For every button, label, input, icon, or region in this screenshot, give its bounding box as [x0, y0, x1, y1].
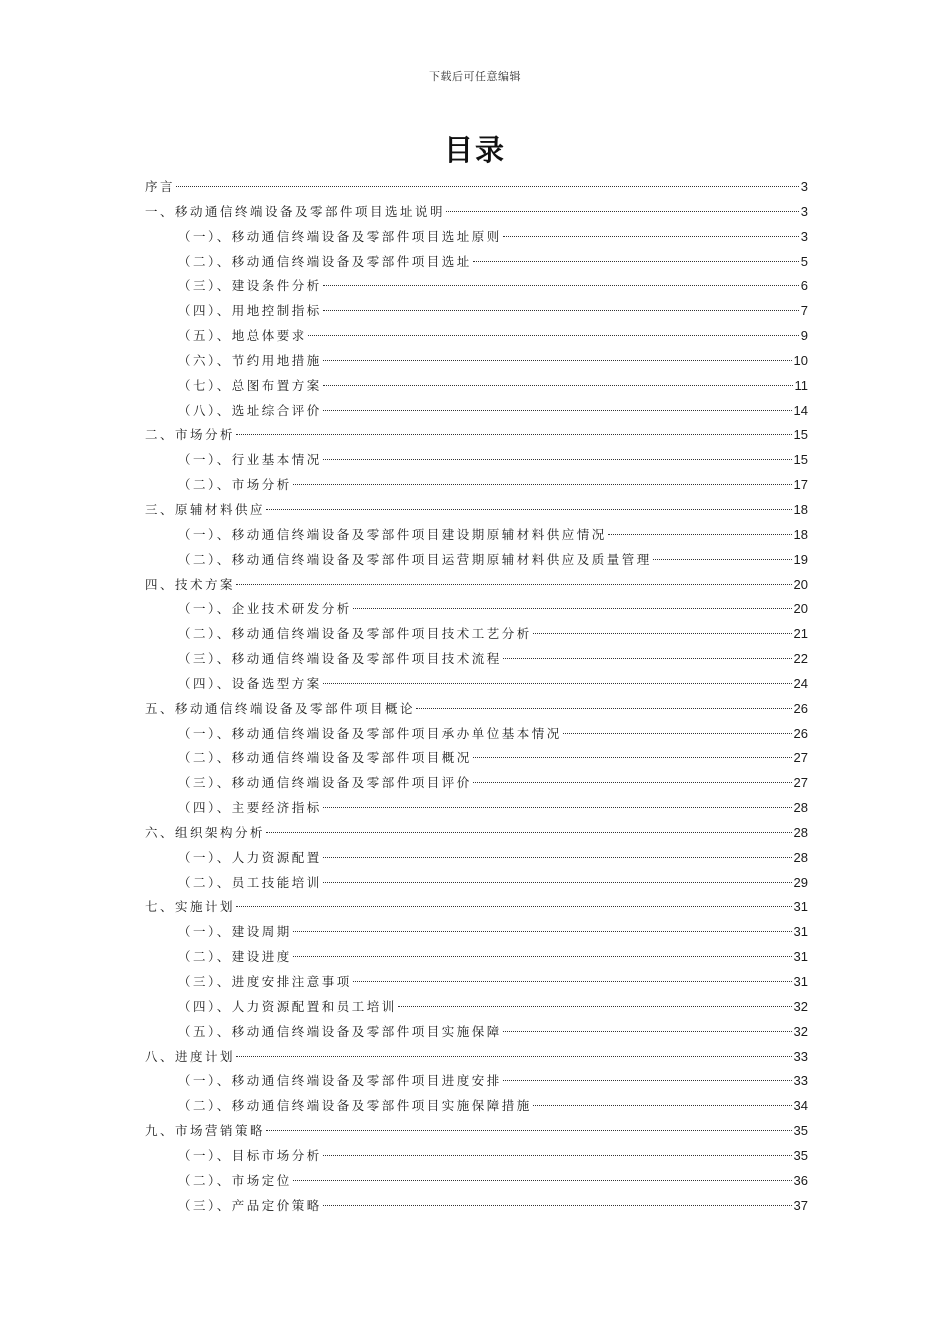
- toc-entry-label: 二、市场分析: [145, 427, 236, 443]
- toc-section-link[interactable]: [145, 722, 808, 747]
- toc-page-number: 27: [793, 775, 808, 791]
- toc-dot-leader: [473, 757, 792, 758]
- toc-section-link[interactable]: [145, 771, 808, 796]
- toc-page-number: 7: [800, 303, 808, 319]
- toc-dot-leader: [446, 211, 799, 212]
- toc-page-number: 37: [793, 1197, 808, 1213]
- toc-dot-leader: [236, 906, 792, 907]
- toc-section-link[interactable]: [145, 399, 808, 424]
- toc-entry-label: （一）、行业基本情况: [178, 452, 322, 468]
- toc-section-link[interactable]: [145, 473, 808, 498]
- toc-dot-leader: [266, 509, 792, 510]
- toc-page-number: 31: [793, 949, 808, 965]
- toc-entry-label: 一、移动通信终端设备及零部件项目选址说明: [145, 203, 446, 219]
- toc-entry-label: （三）、进度安排注意事项: [178, 974, 352, 989]
- toc-dot-leader: [236, 1056, 792, 1057]
- toc-section-link[interactable]: [145, 1169, 808, 1194]
- toc-page-number: 32: [793, 1023, 808, 1039]
- toc-section-link[interactable]: [145, 523, 808, 548]
- toc-dot-leader: [323, 1155, 792, 1156]
- toc-entry-label: 五、移动通信终端设备及零部件项目概论: [145, 700, 416, 716]
- toc-entry-label: （四）、用地控制指标: [178, 303, 322, 319]
- toc-dot-leader: [323, 310, 799, 311]
- toc-section-link[interactable]: [145, 1144, 808, 1169]
- toc-dot-leader: [503, 658, 792, 659]
- toc-dot-leader: [293, 1180, 792, 1181]
- toc-dot-leader: [563, 733, 792, 734]
- toc-dot-leader: [473, 261, 799, 262]
- toc-entry-label: 序言: [145, 179, 176, 194]
- toc-page-number: 10: [793, 352, 808, 368]
- toc-dot-leader: [533, 633, 792, 634]
- toc-page-number: 15: [793, 452, 808, 468]
- toc-entry-label: （二）、市场定位: [178, 1172, 292, 1188]
- toc-page-number: 6: [800, 278, 808, 294]
- toc-dot-leader: [503, 1031, 792, 1032]
- toc-dot-leader: [323, 285, 799, 286]
- toc-chapter-link[interactable]: [145, 498, 808, 523]
- toc-chapter-link[interactable]: [145, 200, 808, 225]
- toc-chapter-link[interactable]: [145, 895, 808, 920]
- toc-entry-label: （二）、移动通信终端设备及零部件项目实施保障措施: [178, 1098, 532, 1114]
- table-of-contents: [145, 175, 808, 1218]
- toc-dot-leader: [398, 1006, 792, 1007]
- toc-entry-label: （三）、移动通信终端设备及零部件项目技术流程: [178, 651, 502, 667]
- toc-page-number: 18: [793, 501, 808, 517]
- toc-dot-leader: [353, 981, 792, 982]
- toc-dot-leader: [293, 956, 792, 957]
- toc-entry-label: （二）、建设进度: [178, 949, 292, 965]
- toc-chapter-link[interactable]: [145, 697, 808, 722]
- toc-title: 目录: [443, 133, 506, 167]
- toc-entry-label: （五）、移动通信终端设备及零部件项目实施保障: [178, 1023, 502, 1039]
- toc-dot-leader: [353, 608, 792, 609]
- toc-page-number: 34: [793, 1098, 808, 1114]
- toc-page-number: 18: [793, 526, 808, 542]
- toc-section-link[interactable]: [145, 945, 808, 970]
- toc-page-number: 5: [800, 253, 808, 269]
- toc-section-link[interactable]: [145, 324, 808, 349]
- toc-page-number: 31: [793, 974, 808, 989]
- toc-dot-leader: [503, 236, 799, 237]
- toc-entry-label: （五）、地总体要求: [178, 328, 307, 344]
- toc-chapter-link[interactable]: [145, 423, 808, 448]
- toc-chapter-link[interactable]: [145, 175, 808, 200]
- toc-page-number: 3: [800, 228, 808, 244]
- toc-entry-label: （六）、节约用地措施: [178, 352, 322, 368]
- toc-page-number: 3: [800, 179, 808, 194]
- toc-dot-leader: [323, 360, 792, 361]
- toc-entry-label: （三）、移动通信终端设备及零部件项目评价: [178, 775, 472, 791]
- toc-page-number: 31: [793, 899, 808, 915]
- toc-section-link[interactable]: [145, 1069, 808, 1094]
- toc-entry-label: 六、组织架构分析: [145, 824, 266, 840]
- toc-section-link[interactable]: [145, 672, 808, 697]
- toc-entry-label: （一）、移动通信终端设备及零部件项目进度安排: [178, 1073, 502, 1089]
- toc-section-link[interactable]: [145, 995, 808, 1020]
- toc-section-link[interactable]: [145, 846, 808, 871]
- toc-page-number: 20: [793, 576, 808, 592]
- toc-section-link[interactable]: [145, 970, 808, 995]
- toc-entry-label: （一）、移动通信终端设备及零部件项目选址原则: [178, 228, 502, 244]
- toc-chapter-link[interactable]: [145, 1045, 808, 1070]
- toc-page-number: 14: [793, 402, 808, 418]
- toc-dot-leader: [176, 186, 799, 187]
- toc-section-link[interactable]: [145, 374, 808, 399]
- toc-section-link[interactable]: [145, 1094, 808, 1119]
- toc-dot-leader: [608, 534, 792, 535]
- toc-page-number: 11: [794, 377, 808, 393]
- toc-entry-label: （三）、产品定价策略: [178, 1197, 322, 1213]
- toc-dot-leader: [236, 584, 792, 585]
- toc-page-number: 9: [800, 328, 808, 344]
- toc-dot-leader: [323, 459, 792, 460]
- toc-page-number: 28: [793, 824, 808, 840]
- toc-page-number: 35: [793, 1123, 808, 1139]
- toc-page-number: 28: [793, 849, 808, 865]
- toc-section-link[interactable]: [145, 871, 808, 896]
- toc-page-number: 26: [793, 700, 808, 716]
- toc-page-number: 27: [793, 750, 808, 766]
- toc-entry-label: （一）、目标市场分析: [178, 1147, 322, 1163]
- toc-entry-label: （一）、移动通信终端设备及零部件项目承办单位基本情况: [178, 725, 562, 741]
- toc-dot-leader: [323, 807, 792, 808]
- toc-dot-leader: [323, 882, 792, 883]
- toc-dot-leader: [293, 931, 792, 932]
- toc-entry-label: （四）、设备选型方案: [178, 675, 322, 691]
- toc-page-number: 28: [793, 800, 808, 816]
- toc-dot-leader: [323, 857, 792, 858]
- toc-section-link[interactable]: [145, 548, 808, 573]
- toc-dot-leader: [236, 434, 792, 435]
- toc-section-link[interactable]: [145, 1020, 808, 1045]
- toc-section-link[interactable]: [145, 1194, 808, 1219]
- toc-entry-label: （二）、移动通信终端设备及零部件项目运营期原辅材料供应及质量管理: [178, 551, 652, 567]
- toc-page-number: 31: [793, 924, 808, 940]
- toc-dot-leader: [323, 410, 792, 411]
- toc-page-number: 32: [793, 998, 808, 1014]
- toc-entry-label: （一）、移动通信终端设备及零部件项目建设期原辅材料供应情况: [178, 526, 607, 542]
- toc-entry-label: （一）、企业技术研发分析: [178, 601, 352, 617]
- toc-chapter-link[interactable]: [145, 573, 808, 598]
- toc-entry-label: 八、进度计划: [145, 1048, 236, 1064]
- toc-entry-label: 九、市场营销策略: [145, 1123, 266, 1139]
- toc-page-number: 22: [793, 651, 808, 667]
- toc-entry-label: （一）、建设周期: [178, 924, 292, 940]
- toc-dot-leader: [293, 484, 792, 485]
- toc-section-link[interactable]: [145, 746, 808, 771]
- toc-dot-leader: [416, 708, 792, 709]
- toc-entry-label: （二）、移动通信终端设备及零部件项目选址: [178, 253, 472, 269]
- toc-entry-label: 四、技术方案: [145, 576, 236, 592]
- toc-section-link[interactable]: [145, 597, 808, 622]
- toc-dot-leader: [266, 832, 792, 833]
- toc-page-number: 36: [793, 1172, 808, 1188]
- toc-dot-leader: [266, 1130, 792, 1131]
- toc-page-number: 3: [800, 203, 808, 219]
- toc-section-link[interactable]: [145, 647, 808, 672]
- toc-chapter-link[interactable]: [145, 1119, 808, 1144]
- toc-dot-leader: [323, 385, 793, 386]
- toc-page-number: 35: [793, 1147, 808, 1163]
- toc-dot-leader: [653, 559, 792, 560]
- toc-entry-label: （二）、员工技能培训: [178, 874, 322, 890]
- toc-page-number: 33: [793, 1073, 808, 1089]
- toc-page-number: 20: [793, 601, 808, 617]
- toc-section-link[interactable]: [145, 796, 808, 821]
- toc-section-link[interactable]: [145, 622, 808, 647]
- toc-chapter-link[interactable]: [145, 821, 808, 846]
- toc-section-link[interactable]: [145, 274, 808, 299]
- toc-entry-label: （四）、主要经济指标: [178, 800, 322, 816]
- toc-section-link[interactable]: [145, 448, 808, 473]
- toc-entry-label: （四）、人力资源配置和员工培训: [178, 998, 397, 1014]
- toc-section-link[interactable]: [145, 250, 808, 275]
- toc-page-number: 33: [793, 1048, 808, 1064]
- toc-dot-leader: [473, 782, 792, 783]
- toc-page-number: 17: [793, 477, 808, 493]
- toc-entry-label: （二）、移动通信终端设备及零部件项目技术工艺分析: [178, 626, 532, 642]
- toc-page-number: 19: [793, 551, 808, 567]
- toc-entry-label: （二）、市场分析: [178, 477, 292, 493]
- toc-entry-label: 七、实施计划: [145, 899, 236, 915]
- toc-entry-label: 三、原辅材料供应: [145, 501, 266, 517]
- toc-dot-leader: [308, 335, 799, 336]
- toc-section-link[interactable]: [145, 299, 808, 324]
- toc-dot-leader: [503, 1080, 792, 1081]
- toc-page-number: 29: [793, 874, 808, 890]
- toc-entry-label: （七）、总图布置方案: [178, 377, 322, 393]
- page-header-note: 下载后可任意编辑: [429, 70, 521, 83]
- toc-entry-label: （二）、移动通信终端设备及零部件项目概况: [178, 750, 472, 766]
- toc-section-link[interactable]: [145, 349, 808, 374]
- toc-section-link[interactable]: [145, 225, 808, 250]
- toc-dot-leader: [323, 683, 792, 684]
- toc-entry-label: （八）、选址综合评价: [178, 402, 322, 418]
- toc-dot-leader: [533, 1105, 792, 1106]
- toc-entry-label: （一）、人力资源配置: [178, 849, 322, 865]
- toc-page-number: 21: [793, 626, 808, 642]
- toc-page-number: 26: [793, 725, 808, 741]
- toc-entry-label: （三）、建设条件分析: [178, 278, 322, 294]
- toc-page-number: 15: [793, 427, 808, 443]
- toc-dot-leader: [323, 1205, 792, 1206]
- toc-section-link[interactable]: [145, 920, 808, 945]
- toc-page-number: 24: [793, 675, 808, 691]
